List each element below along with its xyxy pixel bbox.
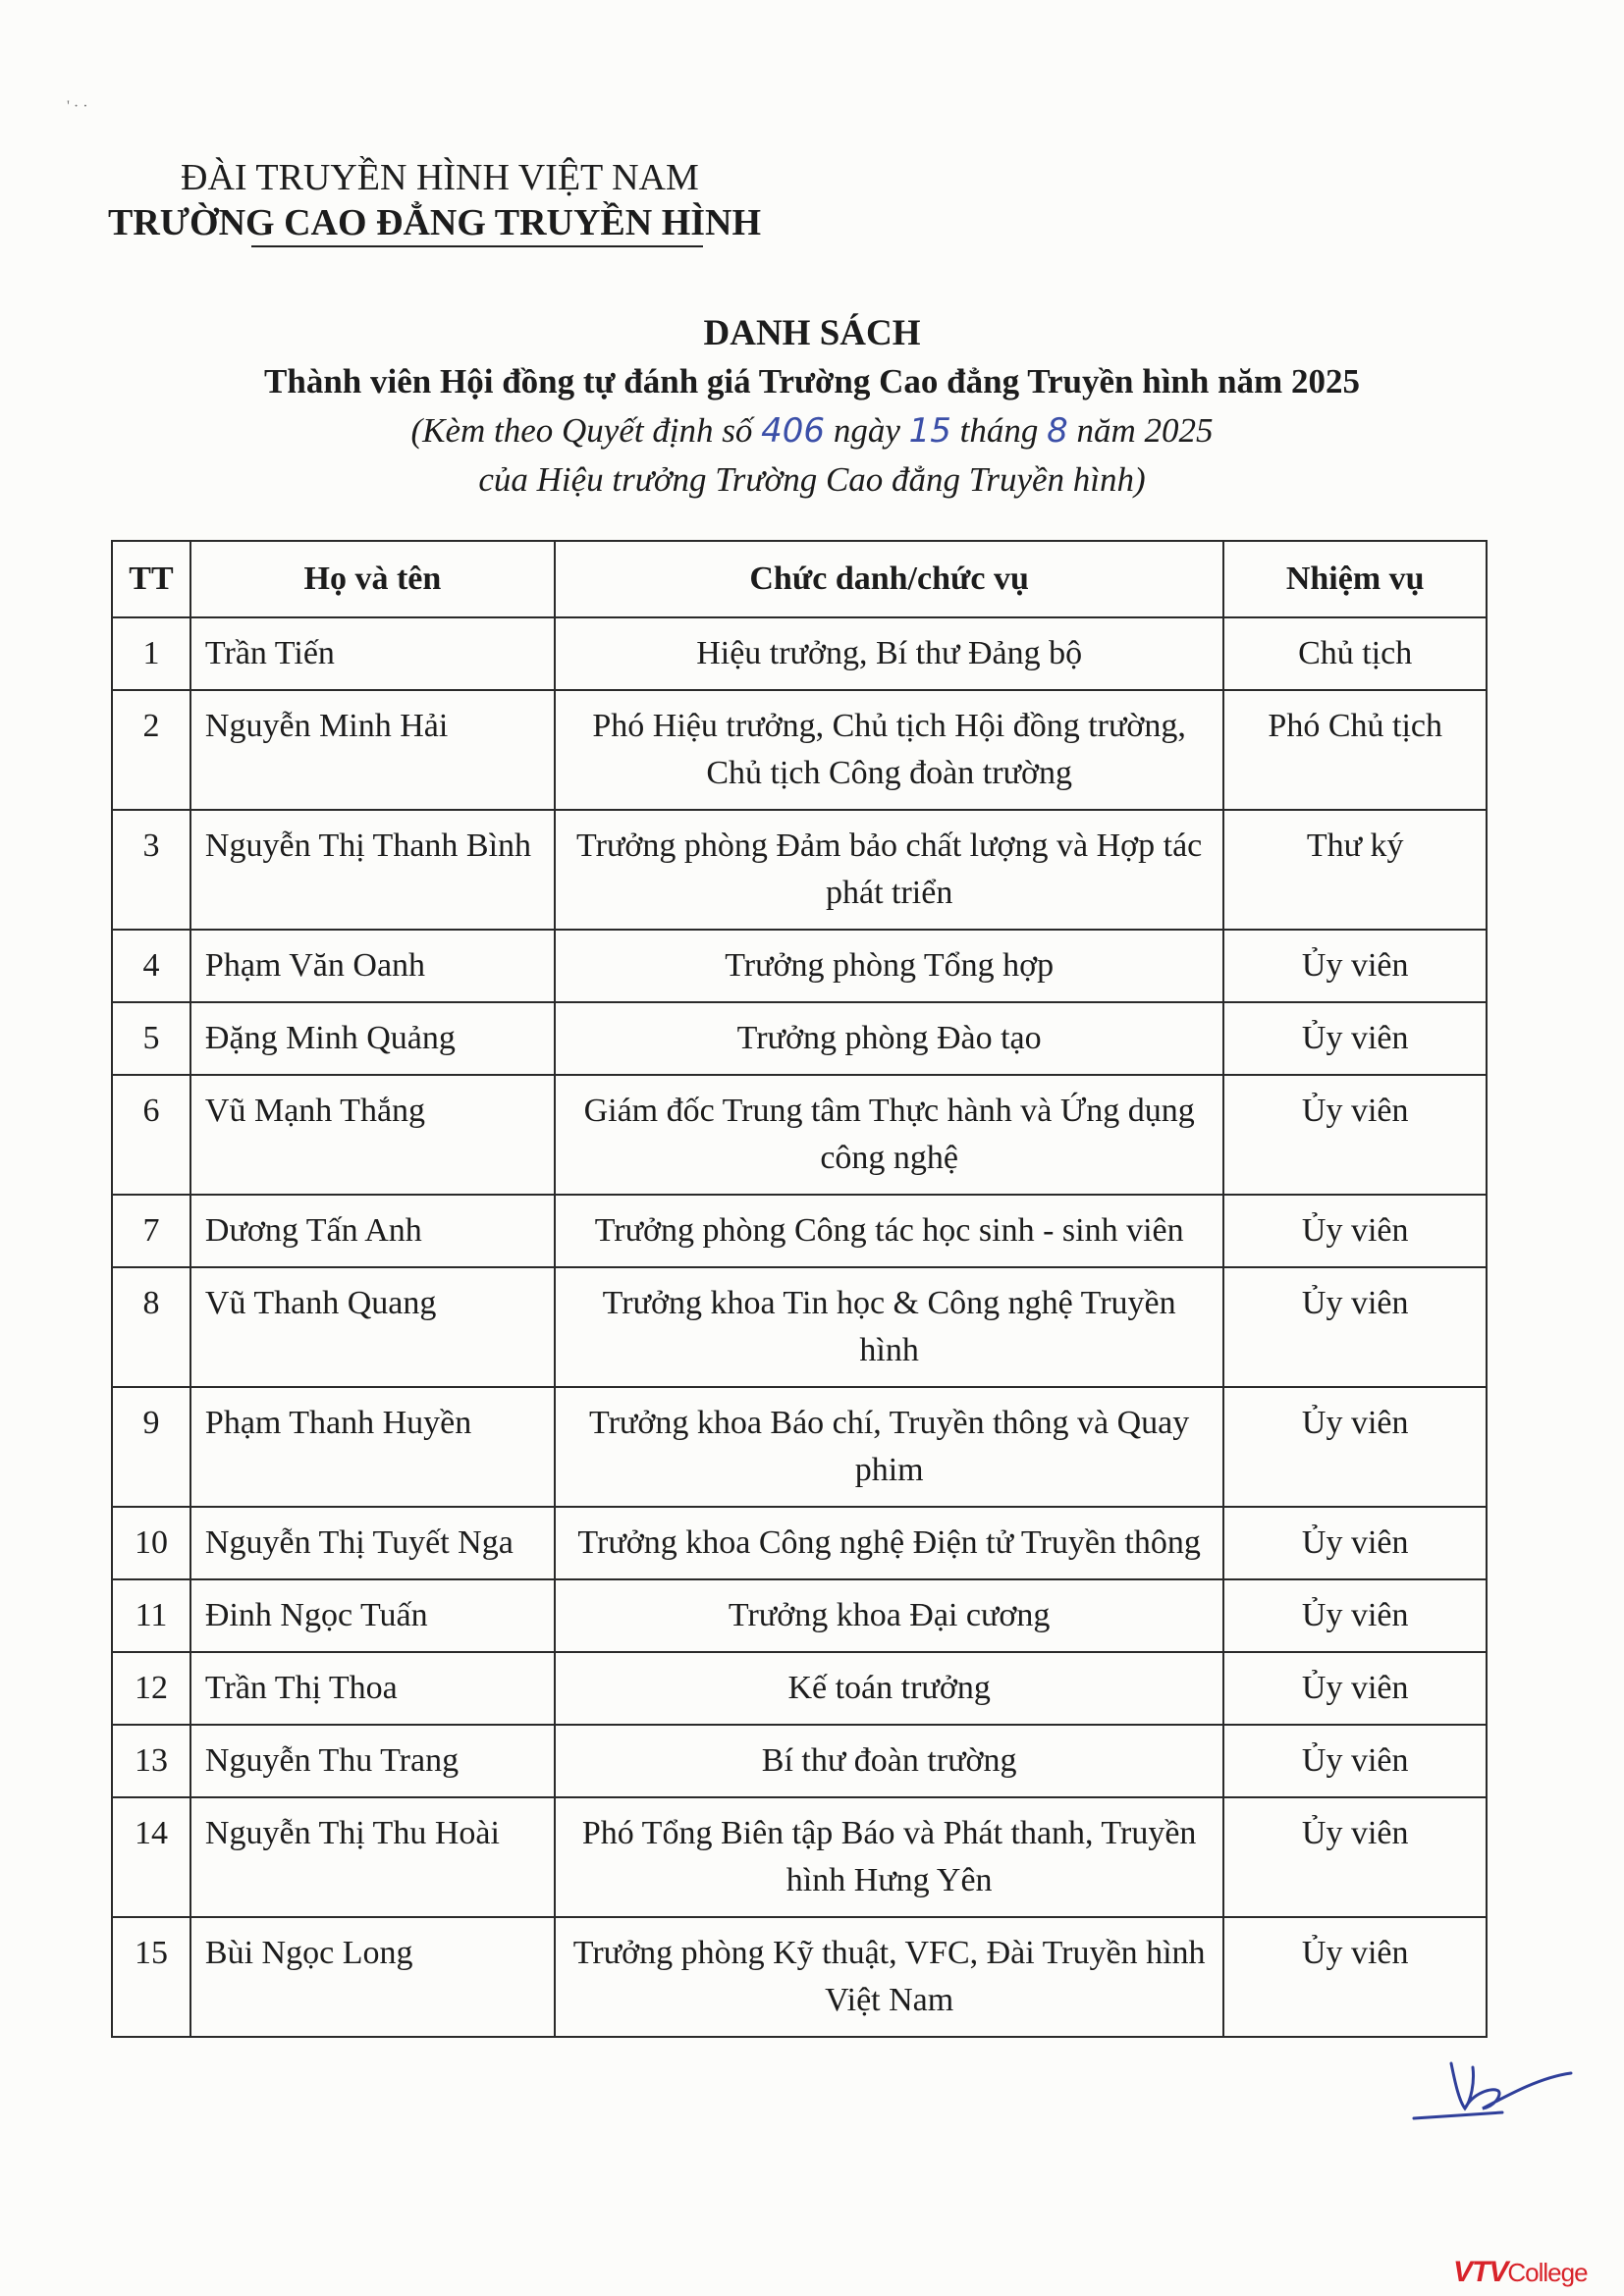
handwritten-day: 15 — [908, 411, 951, 451]
decision-issuer: của Hiệu trưởng Trường Cao đẳng Truyền hình) — [478, 460, 1146, 499]
table-row — [112, 1387, 1487, 1507]
table-row — [112, 1507, 1487, 1579]
member-role: Thư ký — [1223, 810, 1487, 930]
column-header-role: Nhiệm vụ — [1223, 541, 1487, 617]
initials-signature — [1404, 2044, 1581, 2137]
member-role: Phó Chủ tịch — [1223, 690, 1487, 810]
note-month-label: tháng — [959, 411, 1039, 450]
member-name: Nguyễn Thu Trang — [190, 1725, 555, 1797]
member-role: Ủy viên — [1223, 930, 1487, 1002]
member-name: Nguyễn Thị Thu Hoài — [190, 1797, 555, 1917]
row-number: 8 — [112, 1267, 190, 1387]
row-number: 15 — [112, 1917, 190, 2037]
member-role: Ủy viên — [1223, 1075, 1487, 1195]
row-number: 3 — [112, 810, 190, 930]
member-role: Ủy viên — [1223, 1652, 1487, 1725]
school-name: TRƯỜNG CAO ĐẲNG TRUYỀN HÌNH — [108, 202, 762, 243]
member-role: Ủy viên — [1223, 1267, 1487, 1387]
member-position: Trưởng phòng Kỹ thuật, VFC, Đài Truyền hình Việt Nam — [555, 1917, 1223, 2037]
note-year: năm 2025 — [1076, 411, 1214, 450]
table-row — [112, 1652, 1487, 1725]
member-name: Bùi Ngọc Long — [190, 1917, 555, 2037]
row-number: 9 — [112, 1387, 190, 1507]
table-header-row — [112, 541, 1487, 617]
row-number: 1 — [112, 617, 190, 690]
document-heading — [0, 308, 1624, 505]
document-subtitle: Thành viên Hội đồng tự đánh giá Trường Cao đẳng Truyền hình năm 2025 — [264, 362, 1360, 400]
note-prefix: (Kèm theo Quyết định số — [410, 411, 753, 450]
row-number: 10 — [112, 1507, 190, 1579]
member-role: Ủy viên — [1223, 1195, 1487, 1267]
member-name: Nguyễn Thị Thanh Bình — [190, 810, 555, 930]
table-row — [112, 1195, 1487, 1267]
council-members-table — [111, 540, 1488, 2038]
member-position: Trưởng phòng Công tác học sinh - sinh viên — [555, 1195, 1223, 1267]
member-name: Vũ Thanh Quang — [190, 1267, 555, 1387]
member-role: Chủ tịch — [1223, 617, 1487, 690]
table-row — [112, 690, 1487, 810]
member-position: Trưởng phòng Đảm bảo chất lượng và Hợp tác phát triển — [555, 810, 1223, 930]
member-role: Ủy viên — [1223, 1002, 1487, 1075]
vtv-college-logo — [1453, 2256, 1588, 2289]
member-name: Trần Thị Thoa — [190, 1652, 555, 1725]
member-position: Trưởng phòng Tổng hợp — [555, 930, 1223, 1002]
member-position: Kế toán trưởng — [555, 1652, 1223, 1725]
table-row — [112, 1075, 1487, 1195]
row-number: 2 — [112, 690, 190, 810]
table-row — [112, 930, 1487, 1002]
column-header-no: TT — [112, 541, 190, 617]
member-position: Phó Tổng Biên tập Báo và Phát thanh, Truyền hình Hưng Yên — [555, 1797, 1223, 1917]
table-row — [112, 1579, 1487, 1652]
row-number: 13 — [112, 1725, 190, 1797]
note-day-label: ngày — [833, 411, 900, 450]
document-title: DANH SÁCH — [703, 313, 921, 353]
organization-header — [108, 155, 795, 245]
handwritten-month: 8 — [1047, 411, 1068, 451]
row-number: 11 — [112, 1579, 190, 1652]
decision-reference — [0, 406, 1624, 455]
table-row — [112, 810, 1487, 930]
member-role: Ủy viên — [1223, 1579, 1487, 1652]
row-number: 6 — [112, 1075, 190, 1195]
member-position: Trưởng khoa Công nghệ Điện tử Truyền thông — [555, 1507, 1223, 1579]
member-role: Ủy viên — [1223, 1725, 1487, 1797]
member-role: Ủy viên — [1223, 1917, 1487, 2037]
member-position: Trưởng khoa Đại cương — [555, 1579, 1223, 1652]
scan-speck: ' · · — [67, 98, 88, 115]
member-name: Nguyễn Minh Hải — [190, 690, 555, 810]
member-position: Trưởng phòng Đào tạo — [555, 1002, 1223, 1075]
table-row — [112, 1267, 1487, 1387]
member-name: Dương Tấn Anh — [190, 1195, 555, 1267]
member-position: Phó Hiệu trưởng, Chủ tịch Hội đồng trường, Chủ tịch Công đoàn trường — [555, 690, 1223, 810]
member-name: Trần Tiến — [190, 617, 555, 690]
member-position: Bí thư đoàn trường — [555, 1725, 1223, 1797]
handwritten-decision-number: 406 — [761, 411, 826, 451]
row-number: 5 — [112, 1002, 190, 1075]
member-position: Giám đốc Trung tâm Thực hành và Ứng dụng công nghệ — [555, 1075, 1223, 1195]
row-number: 12 — [112, 1652, 190, 1725]
agency-name: ĐÀI TRUYỀN HÌNH VIỆT NAM — [181, 157, 699, 198]
row-number: 14 — [112, 1797, 190, 1917]
member-position: Trưởng khoa Tin học & Công nghệ Truyền hình — [555, 1267, 1223, 1387]
table-row — [112, 1725, 1487, 1797]
column-header-name: Họ và tên — [190, 541, 555, 617]
member-role: Ủy viên — [1223, 1507, 1487, 1579]
member-role: Ủy viên — [1223, 1797, 1487, 1917]
member-name: Đinh Ngọc Tuấn — [190, 1579, 555, 1652]
member-name: Nguyễn Thị Tuyết Nga — [190, 1507, 555, 1579]
logo-brand: VTV — [1453, 2256, 1508, 2288]
member-name: Vũ Mạnh Thắng — [190, 1075, 555, 1195]
row-number: 4 — [112, 930, 190, 1002]
member-name: Phạm Thanh Huyền — [190, 1387, 555, 1507]
row-number: 7 — [112, 1195, 190, 1267]
table-row — [112, 1917, 1487, 2037]
table-row — [112, 617, 1487, 690]
logo-suffix: College — [1507, 2258, 1588, 2287]
table-row — [112, 1002, 1487, 1075]
member-role: Ủy viên — [1223, 1387, 1487, 1507]
member-position: Trưởng khoa Báo chí, Truyền thông và Quay phim — [555, 1387, 1223, 1507]
table-row — [112, 1797, 1487, 1917]
member-name: Phạm Văn Oanh — [190, 930, 555, 1002]
member-name: Đặng Minh Quảng — [190, 1002, 555, 1075]
column-header-position: Chức danh/chức vụ — [555, 541, 1223, 617]
member-position: Hiệu trưởng, Bí thư Đảng bộ — [555, 617, 1223, 690]
header-underline — [251, 245, 703, 247]
